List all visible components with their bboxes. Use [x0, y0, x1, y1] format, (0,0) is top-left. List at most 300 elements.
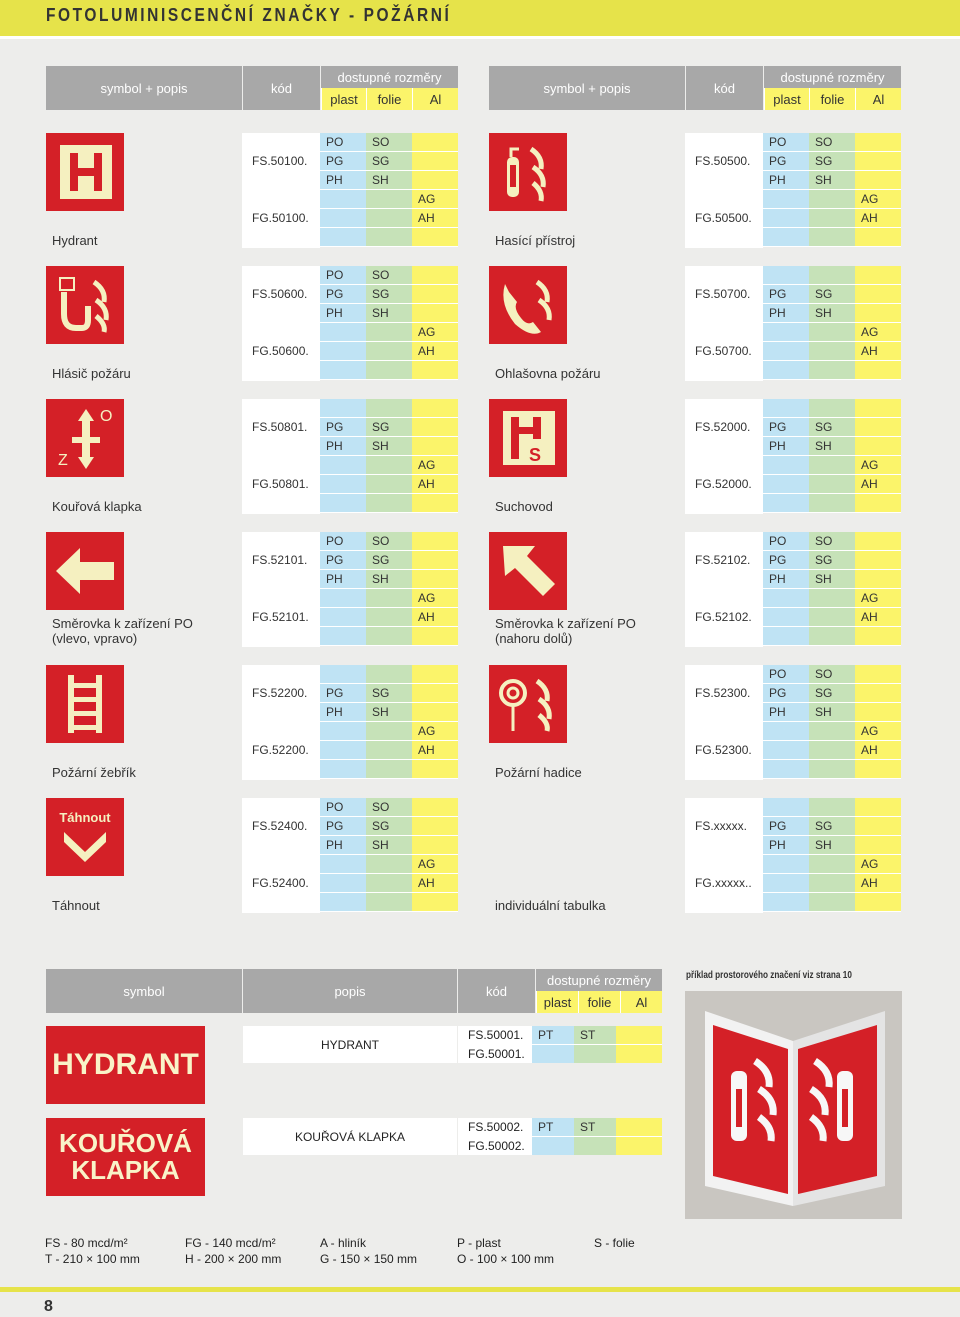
size-cell: AH: [412, 741, 458, 760]
fs-code: FS.52200.: [252, 686, 308, 700]
fs-code: FS.50100.: [252, 154, 308, 168]
code-box: [685, 532, 763, 647]
size-cell: [366, 722, 412, 741]
bottom-row-code: [458, 1026, 532, 1063]
size-cell: AH: [855, 741, 901, 760]
cell-empty: [574, 1137, 616, 1155]
size-cell: SO: [366, 532, 412, 551]
size-cell: SH: [366, 836, 412, 855]
size-cell: [366, 494, 412, 513]
size-cell: PO: [320, 266, 366, 285]
bottom-header-al: Al: [620, 991, 662, 1013]
smoke-damper-text-sign: [46, 1118, 205, 1196]
size-cell: [366, 456, 412, 475]
product-name-text: Požární žebřík: [52, 765, 136, 780]
size-cell: [366, 874, 412, 893]
size-cell: PO: [320, 133, 366, 152]
size-cell: [320, 741, 366, 760]
product-name-text: Hlásič požáru: [52, 366, 131, 381]
size-cell: [763, 760, 809, 779]
size-cell: AG: [412, 722, 458, 741]
size-cell: PO: [763, 665, 809, 684]
product-name-text: Táhnout: [52, 898, 100, 913]
size-cell: [366, 855, 412, 874]
size-cell: PG: [763, 684, 809, 703]
size-cell: SH: [809, 304, 855, 323]
fs-code: FS.52000.: [695, 420, 751, 434]
sign-line-2: KLAPKA: [71, 1155, 180, 1185]
hydrant-text-sign: [46, 1026, 205, 1104]
size-cell: [763, 399, 809, 418]
fg-code: FG.50002.: [468, 1139, 525, 1153]
size-cell: [855, 665, 901, 684]
size-cell: SO: [366, 798, 412, 817]
size-cell: [320, 361, 366, 380]
header-sizes: dostupné rozměry: [321, 66, 458, 88]
size-cell: [412, 399, 458, 418]
size-cell: [809, 798, 855, 817]
product-name-text: Hasící přístroj: [495, 233, 576, 248]
product-name-text: Požární hadice: [495, 765, 582, 780]
size-cell: [809, 342, 855, 361]
product-name: [52, 898, 232, 913]
size-cell: [320, 627, 366, 646]
size-cell: [366, 209, 412, 228]
size-cell: PO: [763, 133, 809, 152]
fg-code: FG.52400.: [252, 876, 309, 890]
size-cell: [855, 494, 901, 513]
product-entry: [46, 266, 458, 383]
bottom-row-popis: [243, 1026, 457, 1063]
size-cell: AG: [855, 190, 901, 209]
size-cell: [763, 874, 809, 893]
header-folie: folie: [809, 88, 855, 110]
size-cell: PH: [320, 171, 366, 190]
size-cell: [366, 741, 412, 760]
size-cell: [412, 627, 458, 646]
size-cell: AG: [412, 589, 458, 608]
size-cell: AH: [412, 475, 458, 494]
size-cell: [855, 627, 901, 646]
size-cell: [412, 133, 458, 152]
fire-phone-icon: [489, 266, 567, 344]
product-entry: [46, 532, 458, 649]
size-cell: [366, 475, 412, 494]
arrow-diagonal-icon: [489, 532, 567, 610]
cell-empty: [532, 1045, 574, 1063]
size-cell: [809, 494, 855, 513]
dry-riser-icon: [489, 399, 567, 477]
fs-code: FS.50600.: [252, 287, 308, 301]
hydrant-sign-line: HYDRANT: [52, 1048, 199, 1082]
fire-extinguisher-icon: [489, 133, 567, 211]
size-cell: PG: [320, 817, 366, 836]
size-cell: PH: [763, 437, 809, 456]
size-cell: SG: [809, 152, 855, 171]
header-code: kód: [243, 66, 320, 110]
size-cell: SH: [366, 171, 412, 190]
size-cell: [366, 589, 412, 608]
size-cell: [320, 589, 366, 608]
size-cell: [763, 798, 809, 817]
size-cell: AH: [412, 342, 458, 361]
size-cell: [320, 209, 366, 228]
size-cell: PH: [320, 703, 366, 722]
title-underline: [0, 36, 960, 39]
product-name-text: individuální tabulka: [495, 898, 606, 913]
legend-item: P - plast: [457, 1236, 501, 1250]
code-box: [242, 399, 320, 514]
size-cell: [320, 874, 366, 893]
size-cell: [855, 570, 901, 589]
size-cell: PG: [320, 684, 366, 703]
table-header-right: [489, 66, 901, 110]
size-cell: [412, 494, 458, 513]
page-title: FOTOLUMINISCENČNÍ ZNAČKY - POŽÁRNÍ: [46, 5, 452, 25]
product-entry: [46, 133, 458, 250]
page-number: 8: [44, 1298, 53, 1315]
size-cell: [320, 456, 366, 475]
size-cell: [809, 399, 855, 418]
size-cell: [809, 722, 855, 741]
size-cell: [412, 285, 458, 304]
size-cell: [366, 760, 412, 779]
bottom-row-code: [458, 1118, 532, 1155]
size-cell: [412, 570, 458, 589]
size-cell: [320, 323, 366, 342]
size-cell: SG: [809, 285, 855, 304]
size-cell: AH: [855, 475, 901, 494]
size-cell: [855, 532, 901, 551]
size-cell: PO: [763, 532, 809, 551]
legend-item: A - hliník: [320, 1236, 367, 1250]
size-cell: [809, 266, 855, 285]
sign-line-1: KOUŘOVÁ: [59, 1127, 192, 1158]
bottom-table-header: [46, 969, 662, 1013]
size-cell: [809, 209, 855, 228]
size-cell: PH: [320, 304, 366, 323]
code-box: [242, 133, 320, 248]
size-cell: PH: [320, 570, 366, 589]
size-cell: PO: [320, 798, 366, 817]
size-cell: AG: [855, 722, 901, 741]
cell-empty: [616, 1045, 662, 1063]
size-cell: [809, 627, 855, 646]
cell-pt: PT: [532, 1118, 574, 1137]
size-cell: [763, 855, 809, 874]
product-name: [495, 616, 675, 646]
size-cell: [412, 152, 458, 171]
legend-item: G - 150 × 150 mm: [320, 1252, 418, 1266]
popis-text: HYDRANT: [320, 1037, 379, 1052]
size-cell: [855, 399, 901, 418]
size-cell: [855, 133, 901, 152]
bottom-row-popis: [243, 1118, 457, 1155]
fg-code: FG.50801.: [252, 477, 309, 491]
size-cell: PH: [320, 437, 366, 456]
size-cell: PG: [320, 152, 366, 171]
smoke-damper-icon: [46, 399, 124, 477]
size-cell: [855, 418, 901, 437]
fg-code: FG.52102.: [695, 610, 752, 624]
legend-item: H - 200 × 200 mm: [185, 1252, 282, 1266]
size-cell: [763, 342, 809, 361]
size-cell: PG: [763, 551, 809, 570]
table-header-left: [46, 66, 458, 110]
size-cell: PG: [763, 285, 809, 304]
size-cell: [320, 893, 366, 912]
code-box: [685, 266, 763, 381]
bottom-header-popis: popis: [243, 969, 457, 1013]
size-cell: [412, 760, 458, 779]
svg-text:Táhnout: Táhnout: [59, 810, 111, 825]
fg-code: FG.xxxxx..: [695, 876, 752, 890]
size-cell: SH: [809, 437, 855, 456]
size-cell: SG: [809, 684, 855, 703]
size-cell: [366, 342, 412, 361]
fg-code: FG.50001.: [468, 1047, 525, 1061]
size-cell: [320, 855, 366, 874]
size-cell: PH: [763, 171, 809, 190]
size-cell: [763, 608, 809, 627]
bottom-header-symbol: symbol: [46, 969, 242, 1013]
size-cell: [809, 190, 855, 209]
size-cell: [412, 665, 458, 684]
size-cell: [763, 893, 809, 912]
fg-code: FG.52000.: [695, 477, 752, 491]
size-cell: PG: [320, 285, 366, 304]
size-cell: [809, 361, 855, 380]
size-cell: [366, 361, 412, 380]
cell-empty: [532, 1137, 574, 1155]
size-cell: [763, 722, 809, 741]
size-cell: PG: [320, 551, 366, 570]
size-cell: SG: [366, 285, 412, 304]
fire-hose-icon: [489, 665, 567, 743]
fg-code: FG.50500.: [695, 211, 752, 225]
size-cell: SG: [809, 551, 855, 570]
size-cell: AH: [855, 608, 901, 627]
fs-code: FS.50700.: [695, 287, 751, 301]
size-cell: [412, 817, 458, 836]
product-name: [52, 233, 232, 248]
legend-item: FG - 140 mcd/m²: [185, 1236, 276, 1250]
size-cell: PG: [320, 418, 366, 437]
size-cell: [763, 627, 809, 646]
legend-item: O - 100 × 100 mm: [457, 1252, 555, 1266]
size-cell: [809, 874, 855, 893]
size-cell: [855, 361, 901, 380]
product-entry: [46, 399, 458, 516]
code-box: [242, 266, 320, 381]
example-note: příklad prostorového značení viz strana 10: [686, 970, 852, 981]
size-cell: [412, 171, 458, 190]
size-cell: [855, 798, 901, 817]
size-cell: [809, 228, 855, 247]
size-cell: AG: [412, 190, 458, 209]
product-entry: [489, 532, 901, 649]
product-name: [495, 233, 675, 248]
example-photo: [685, 991, 902, 1219]
header-symbol: symbol + popis: [46, 66, 242, 110]
code-box: [242, 798, 320, 913]
fg-code: FG.52300.: [695, 743, 752, 757]
product-entry: [489, 133, 901, 250]
size-cell: AG: [412, 323, 458, 342]
cell-al: [616, 1026, 662, 1045]
size-cell: [366, 228, 412, 247]
fs-code: FS.52102.: [695, 553, 751, 567]
size-cell: [320, 342, 366, 361]
size-cell: AG: [412, 855, 458, 874]
size-cell: [763, 741, 809, 760]
size-cell: [855, 266, 901, 285]
cell-empty: [616, 1137, 662, 1155]
size-cell: SH: [809, 703, 855, 722]
size-cell: [320, 190, 366, 209]
fs-code: FS.xxxxx.: [695, 819, 748, 833]
header-sizes: dostupné rozměry: [764, 66, 901, 88]
bottom-header-plast: plast: [536, 991, 578, 1013]
size-cell: SG: [366, 684, 412, 703]
size-cell: [366, 323, 412, 342]
fs-code: FS.50001.: [468, 1028, 524, 1042]
size-cell: [763, 589, 809, 608]
fg-code: FG.50700.: [695, 344, 752, 358]
size-cell: SG: [809, 418, 855, 437]
fs-code: FS.52300.: [695, 686, 751, 700]
product-name: [52, 366, 232, 381]
size-cell: AG: [855, 855, 901, 874]
legend-item: S - folie: [594, 1236, 635, 1250]
header-code: kód: [686, 66, 763, 110]
size-cell: SG: [366, 551, 412, 570]
size-cell: [855, 228, 901, 247]
header-plast: plast: [764, 88, 809, 110]
size-cell: [763, 209, 809, 228]
product-name: [52, 499, 232, 514]
size-cell: SH: [366, 304, 412, 323]
size-cell: [366, 665, 412, 684]
size-cell: SO: [809, 665, 855, 684]
product-name: [495, 366, 675, 381]
size-cell: PG: [763, 817, 809, 836]
size-cell: [855, 684, 901, 703]
header-folie: folie: [366, 88, 412, 110]
fire-alarm-icon: [46, 266, 124, 344]
size-cell: [320, 399, 366, 418]
title-band: [0, 0, 960, 36]
fire-ladder-icon: [46, 665, 124, 743]
fs-code: FS.52400.: [252, 819, 308, 833]
size-cell: AH: [855, 874, 901, 893]
size-cell: [855, 703, 901, 722]
product-entry: [489, 798, 901, 915]
size-cell: SH: [366, 703, 412, 722]
size-cell: PG: [763, 152, 809, 171]
popis-text: KOUŘOVÁ KLAPKA: [294, 1129, 406, 1144]
size-cell: [809, 760, 855, 779]
fg-code: FG.50600.: [252, 344, 309, 358]
product-entry: [46, 798, 458, 915]
size-cell: [320, 608, 366, 627]
size-cell: PO: [320, 532, 366, 551]
size-cell: SO: [366, 133, 412, 152]
cell-st: ST: [574, 1118, 616, 1137]
size-cell: [366, 608, 412, 627]
size-cell: SO: [809, 133, 855, 152]
fs-code: FS.50002.: [468, 1120, 524, 1134]
product-name-text: Směrovka k zařízení PO (vlevo, vpravo): [52, 616, 193, 646]
size-cell: [855, 551, 901, 570]
size-cell: [412, 551, 458, 570]
size-cell: [412, 418, 458, 437]
fs-code: FS.52101.: [252, 553, 308, 567]
size-cell: PG: [763, 418, 809, 437]
product-name-text: Suchovod: [495, 499, 553, 514]
size-cell: [412, 437, 458, 456]
product-name-text: Směrovka k zařízení PO (nahoru dolů): [495, 616, 636, 646]
size-cell: PH: [763, 304, 809, 323]
size-cell: [763, 475, 809, 494]
svg-text:Z: Z: [58, 452, 68, 469]
size-cell: AG: [855, 589, 901, 608]
legend-item: T - 210 × 100 mm: [45, 1252, 140, 1266]
product-entry: [46, 665, 458, 782]
size-cell: SO: [809, 532, 855, 551]
size-cell: SG: [809, 817, 855, 836]
size-cell: SG: [366, 418, 412, 437]
size-cell: [366, 190, 412, 209]
size-cell: AG: [412, 456, 458, 475]
cell-st: ST: [574, 1026, 616, 1045]
product-name-text: Kouřová klapka: [52, 499, 142, 514]
code-box: [685, 399, 763, 514]
product-name-text: Hydrant: [52, 233, 98, 248]
bottom-band: [0, 1287, 960, 1292]
header-al: Al: [855, 88, 901, 110]
header-plast: plast: [321, 88, 366, 110]
size-cell: [366, 893, 412, 912]
size-cell: [855, 285, 901, 304]
product-name: [495, 765, 675, 780]
size-cell: [412, 361, 458, 380]
size-cell: AH: [412, 209, 458, 228]
hydrant-icon: [46, 133, 124, 211]
size-cell: SH: [809, 171, 855, 190]
size-cell: [809, 741, 855, 760]
size-cell: [412, 893, 458, 912]
size-cell: AG: [855, 323, 901, 342]
size-cell: [809, 589, 855, 608]
size-cell: [412, 836, 458, 855]
bottom-header-sizes: dostupné rozměry: [536, 969, 662, 991]
product-entry: [489, 399, 901, 516]
arrow-left-icon: [46, 532, 124, 610]
fg-code: FG.52101.: [252, 610, 309, 624]
size-cell: [412, 684, 458, 703]
size-cell: [412, 266, 458, 285]
pull-icon: [46, 798, 124, 876]
size-cell: [763, 266, 809, 285]
size-cell: [763, 456, 809, 475]
svg-text:O: O: [100, 408, 113, 425]
size-cell: SG: [366, 817, 412, 836]
size-cell: SH: [809, 570, 855, 589]
size-cell: [366, 627, 412, 646]
header-al: Al: [412, 88, 458, 110]
svg-text:S: S: [529, 445, 542, 465]
